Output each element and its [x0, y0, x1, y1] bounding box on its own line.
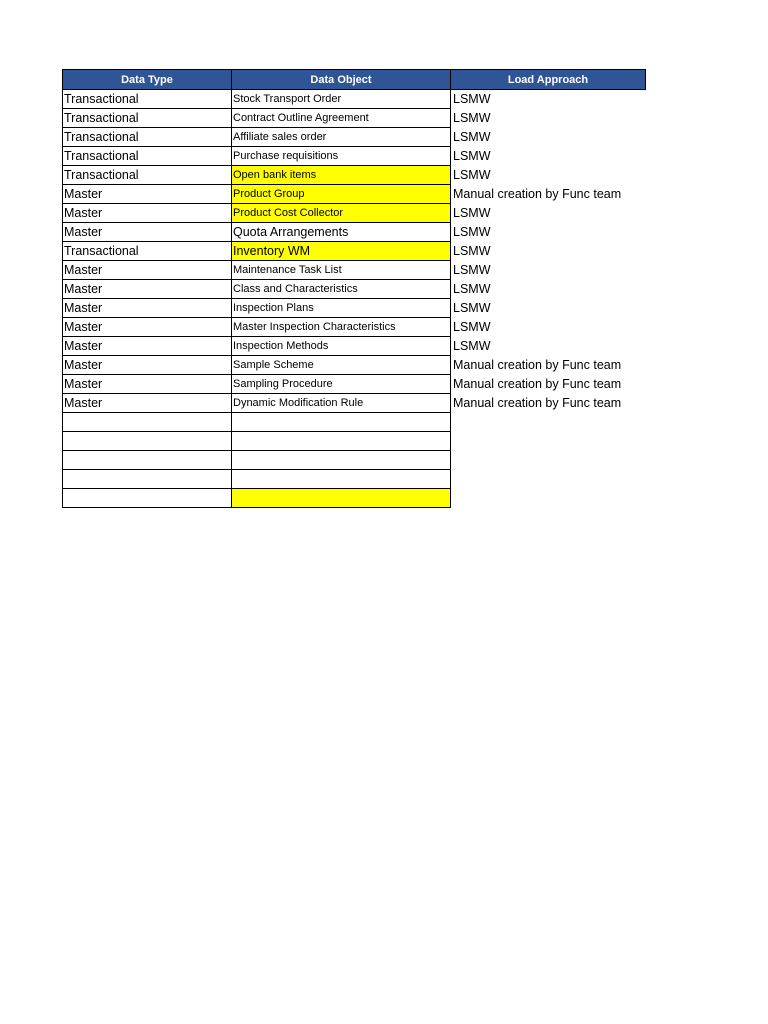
cell-data-type[interactable]: Master — [63, 223, 232, 242]
cell-load-approach[interactable] — [451, 432, 646, 451]
cell-load-approach[interactable]: LSMW — [453, 225, 491, 239]
table-row — [63, 242, 646, 261]
cell-load-approach[interactable]: LSMW — [453, 206, 491, 220]
cell-data-type[interactable] — [63, 489, 232, 508]
table-row — [63, 489, 646, 508]
cell-data-type[interactable]: Master — [63, 394, 232, 413]
cell-load-approach[interactable]: LSMW — [453, 168, 491, 182]
cell-load-approach[interactable]: Manual creation by Func team — [453, 358, 622, 372]
header-data-type[interactable]: Data Type — [63, 70, 232, 90]
cell-load-approach[interactable] — [451, 413, 646, 432]
cell-data-object[interactable]: Sampling Procedure — [232, 375, 451, 394]
cell-data-object[interactable]: Contract Outline Agreement — [232, 109, 451, 128]
cell-data-type[interactable]: Master — [63, 204, 232, 223]
cell-load-approach[interactable]: LSMW — [453, 320, 491, 334]
table-row — [63, 109, 646, 128]
table-row — [63, 261, 646, 280]
cell-data-type[interactable] — [63, 470, 232, 489]
cell-data-object[interactable]: Sample Scheme — [232, 356, 451, 375]
cell-data-object[interactable]: Master Inspection Characteristics — [232, 318, 451, 337]
cell-data-object[interactable] — [232, 451, 451, 470]
table-row — [63, 223, 646, 242]
cell-load-approach[interactable] — [451, 489, 646, 508]
cell-load-approach[interactable]: LSMW — [453, 263, 491, 277]
cell-load-approach[interactable]: Manual creation by Func team — [453, 187, 622, 201]
table-body — [63, 90, 646, 508]
cell-data-object[interactable]: Product Cost Collector — [232, 204, 451, 223]
table-row — [63, 470, 646, 489]
cell-load-approach[interactable]: LSMW — [453, 339, 491, 353]
cell-data-object[interactable]: Affiliate sales order — [232, 128, 451, 147]
table-row — [63, 375, 646, 394]
table-row — [63, 128, 646, 147]
cell-data-type[interactable]: Transactional — [63, 147, 232, 166]
cell-data-type[interactable]: Master — [63, 337, 232, 356]
cell-data-object[interactable]: Inspection Plans — [232, 299, 451, 318]
spreadsheet-area — [62, 69, 646, 508]
cell-load-approach[interactable]: LSMW — [453, 244, 491, 258]
cell-data-object[interactable] — [232, 489, 451, 508]
cell-load-approach[interactable]: LSMW — [453, 130, 491, 144]
cell-data-object[interactable]: Class and Characteristics — [232, 280, 451, 299]
table-row — [63, 413, 646, 432]
cell-data-type[interactable]: Transactional — [63, 128, 232, 147]
cell-data-type[interactable] — [63, 451, 232, 470]
table-row — [63, 204, 646, 223]
table-row — [63, 280, 646, 299]
header-load-approach[interactable]: Load Approach — [451, 70, 646, 90]
cell-data-type[interactable]: Master — [63, 356, 232, 375]
cell-data-type[interactable] — [63, 413, 232, 432]
cell-data-type[interactable]: Master — [63, 318, 232, 337]
cell-load-approach[interactable] — [451, 470, 646, 489]
cell-data-object[interactable]: Quota Arrangements — [232, 223, 451, 242]
cell-load-approach[interactable]: LSMW — [453, 282, 491, 296]
cell-data-object[interactable]: Open bank items — [232, 166, 451, 185]
cell-data-type[interactable]: Transactional — [63, 90, 232, 109]
cell-data-type[interactable]: Master — [63, 280, 232, 299]
table-row — [63, 337, 646, 356]
cell-load-approach[interactable]: LSMW — [453, 301, 491, 315]
cell-data-object[interactable]: Purchase requisitions — [232, 147, 451, 166]
cell-load-approach[interactable]: LSMW — [453, 149, 491, 163]
data-load-table — [62, 69, 646, 508]
cell-data-object[interactable] — [232, 432, 451, 451]
table-row — [63, 90, 646, 109]
table-row — [63, 166, 646, 185]
table-row — [63, 299, 646, 318]
cell-data-type[interactable]: Master — [63, 375, 232, 394]
cell-data-object[interactable]: Maintenance Task List — [232, 261, 451, 280]
table-row — [63, 356, 646, 375]
cell-data-type[interactable] — [63, 432, 232, 451]
cell-data-type[interactable]: Master — [63, 299, 232, 318]
cell-data-type[interactable]: Transactional — [63, 109, 232, 128]
cell-load-approach[interactable]: Manual creation by Func team — [453, 377, 622, 391]
table-row — [63, 185, 646, 204]
cell-data-object[interactable]: Inventory WM — [232, 242, 451, 261]
cell-data-object[interactable]: Product Group — [232, 185, 451, 204]
table-row — [63, 432, 646, 451]
table-row — [63, 147, 646, 166]
table-row — [63, 451, 646, 470]
cell-data-object[interactable] — [232, 413, 451, 432]
cell-load-approach[interactable]: LSMW — [453, 111, 491, 125]
table-row — [63, 394, 646, 413]
header-data-object[interactable]: Data Object — [232, 70, 451, 90]
cell-load-approach[interactable]: Manual creation by Func team — [453, 396, 622, 410]
cell-data-type[interactable]: Transactional — [63, 242, 232, 261]
cell-data-object[interactable]: Inspection Methods — [232, 337, 451, 356]
table-row — [63, 318, 646, 337]
cell-data-type[interactable]: Master — [63, 185, 232, 204]
cell-data-type[interactable]: Transactional — [63, 166, 232, 185]
cell-load-approach[interactable] — [451, 451, 646, 470]
cell-data-object[interactable]: Dynamic Modification Rule — [232, 394, 451, 413]
cell-data-object[interactable] — [232, 470, 451, 489]
cell-data-object[interactable]: Stock Transport Order — [232, 90, 451, 109]
header-row — [63, 70, 646, 90]
cell-load-approach[interactable]: LSMW — [453, 92, 491, 107]
cell-data-type[interactable]: Master — [63, 261, 232, 280]
